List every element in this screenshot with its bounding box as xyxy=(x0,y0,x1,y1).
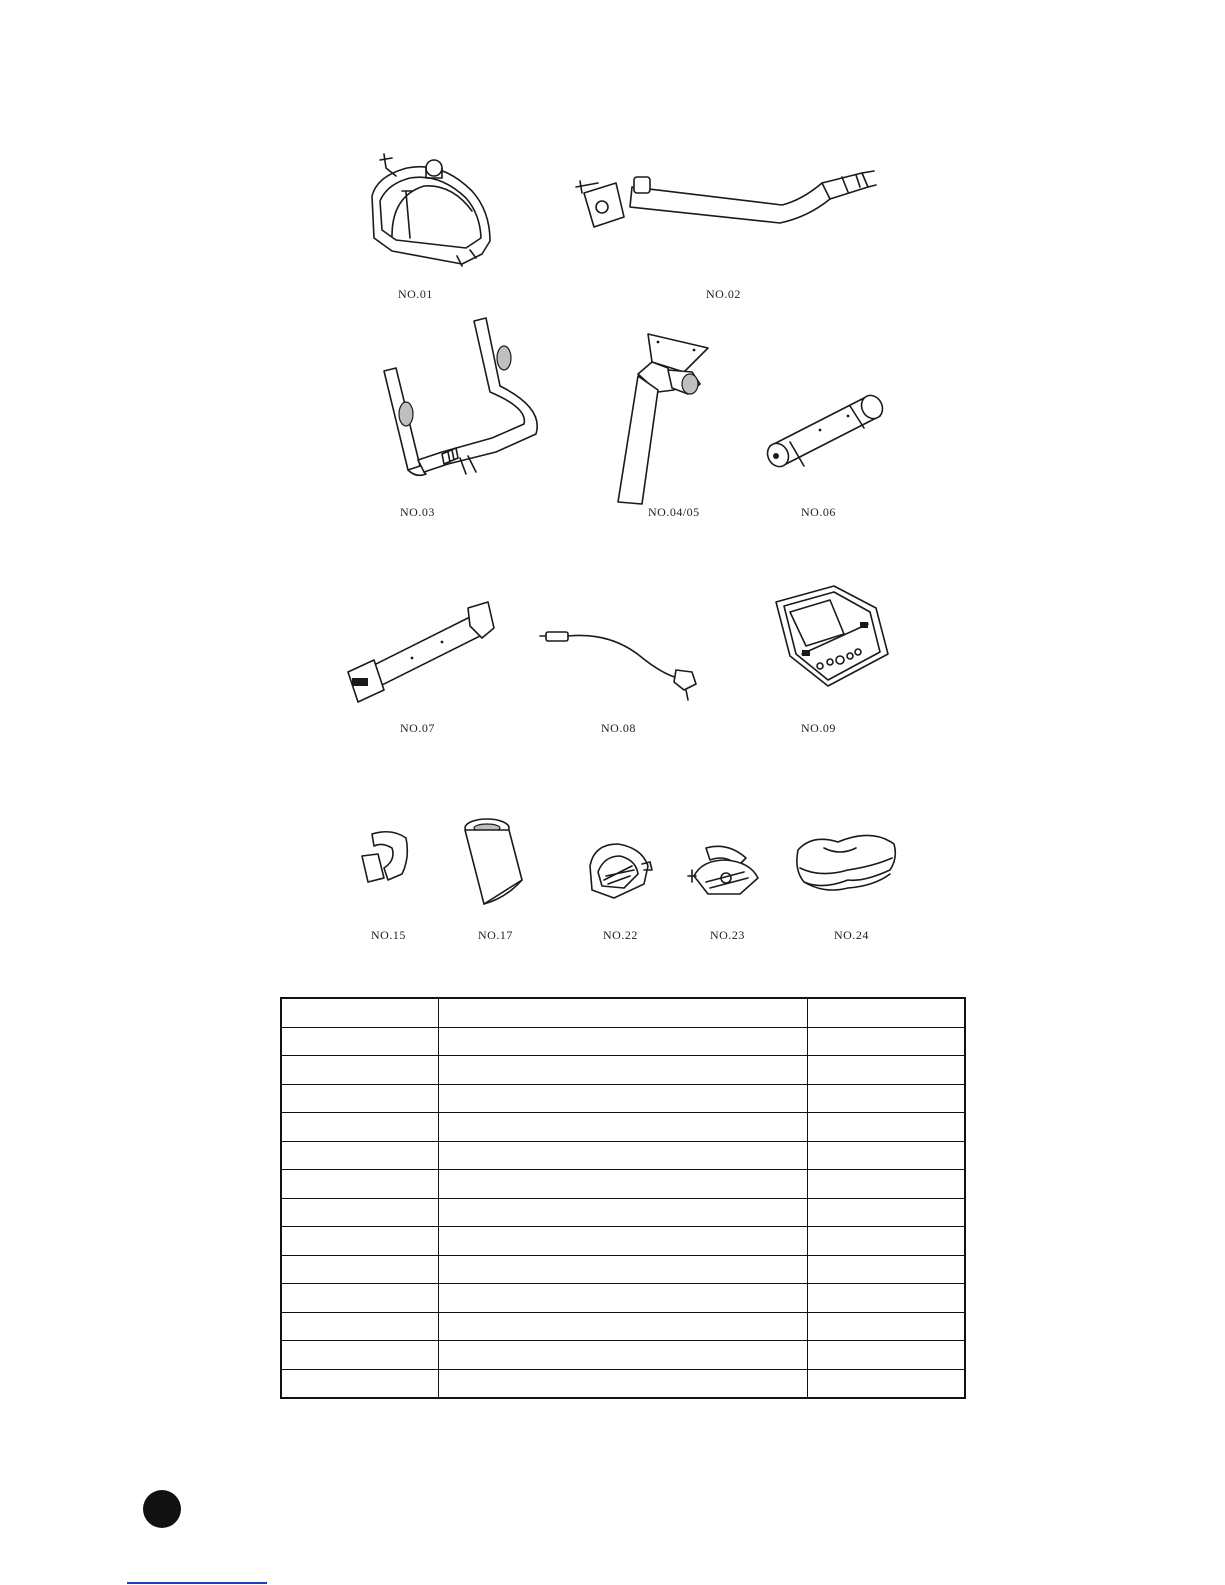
table-row xyxy=(281,1113,965,1142)
table-cell xyxy=(438,1113,808,1142)
table-cell xyxy=(438,1141,808,1170)
table-cell xyxy=(808,1084,965,1113)
table-cell xyxy=(438,1255,808,1284)
part-label-0405: NO.04/05 xyxy=(648,505,700,519)
handlebar-icon xyxy=(378,316,550,496)
part-label-01: NO.01 xyxy=(398,287,433,301)
table-cell xyxy=(808,1170,965,1199)
table-cell xyxy=(438,1227,808,1256)
part-label-03: NO.03 xyxy=(400,505,435,519)
sensor-wire-icon xyxy=(540,626,706,706)
table-cell xyxy=(808,1312,965,1341)
table-cell xyxy=(438,1284,808,1313)
table-row xyxy=(281,1255,965,1284)
clip-icon xyxy=(356,828,416,888)
rear-stabilizer-icon xyxy=(764,388,889,473)
table-cell xyxy=(281,1255,438,1284)
table-cell xyxy=(808,1255,965,1284)
table-row xyxy=(281,1227,965,1256)
seat-post-icon xyxy=(612,332,712,507)
front-post-icon xyxy=(572,165,882,245)
table-row xyxy=(281,1027,965,1056)
table-cell xyxy=(808,1341,965,1370)
computer-console-icon xyxy=(772,584,890,692)
table-cell xyxy=(281,1198,438,1227)
table-cell xyxy=(808,1027,965,1056)
table-row xyxy=(281,998,965,1027)
table-cell xyxy=(438,1170,808,1199)
table-cell xyxy=(438,998,808,1027)
chain-cover-icon xyxy=(362,146,502,268)
table-cell xyxy=(808,1056,965,1085)
part-label-09: NO.09 xyxy=(801,721,836,735)
table-cell xyxy=(281,1170,438,1199)
cover-cone-icon xyxy=(462,816,528,908)
table-cell xyxy=(281,1056,438,1085)
table-row xyxy=(281,1369,965,1398)
table-cell xyxy=(281,1312,438,1341)
table-row xyxy=(281,1170,965,1199)
table-row xyxy=(281,1284,965,1313)
table-cell xyxy=(808,1141,965,1170)
table-cell xyxy=(438,1312,808,1341)
parts-table xyxy=(280,997,966,1399)
table-cell xyxy=(281,998,438,1027)
table-cell xyxy=(438,1027,808,1056)
table-cell xyxy=(438,1198,808,1227)
part-label-17: NO.17 xyxy=(478,928,513,942)
part-label-06: NO.06 xyxy=(801,505,836,519)
table-cell xyxy=(281,1084,438,1113)
table-row xyxy=(281,1198,965,1227)
page-number-marker xyxy=(143,1490,181,1528)
front-stabilizer-icon xyxy=(344,598,496,704)
table-row xyxy=(281,1341,965,1370)
table-cell xyxy=(438,1056,808,1085)
left-pedal-icon xyxy=(584,836,652,904)
table-cell xyxy=(281,1369,438,1398)
table-cell xyxy=(808,1284,965,1313)
part-label-24: NO.24 xyxy=(834,928,869,942)
table-cell xyxy=(281,1227,438,1256)
table-cell xyxy=(808,1198,965,1227)
table-row xyxy=(281,1084,965,1113)
table-cell xyxy=(438,1341,808,1370)
part-label-23: NO.23 xyxy=(710,928,745,942)
part-label-08: NO.08 xyxy=(601,721,636,735)
table-cell xyxy=(808,1227,965,1256)
table-cell xyxy=(808,1369,965,1398)
table-cell xyxy=(438,1084,808,1113)
table-cell xyxy=(808,998,965,1027)
saddle-icon xyxy=(794,830,898,900)
right-pedal-icon xyxy=(688,842,762,900)
part-label-07: NO.07 xyxy=(400,721,435,735)
table-cell xyxy=(281,1113,438,1142)
part-label-02: NO.02 xyxy=(706,287,741,301)
table-cell xyxy=(808,1113,965,1142)
table-cell xyxy=(281,1284,438,1313)
table-cell xyxy=(281,1027,438,1056)
table-cell xyxy=(281,1141,438,1170)
table-row xyxy=(281,1312,965,1341)
table-cell xyxy=(438,1369,808,1398)
table-row xyxy=(281,1056,965,1085)
footer-rule xyxy=(127,1582,267,1584)
part-label-22: NO.22 xyxy=(603,928,638,942)
part-label-15: NO.15 xyxy=(371,928,406,942)
table-cell xyxy=(281,1341,438,1370)
table-row xyxy=(281,1141,965,1170)
